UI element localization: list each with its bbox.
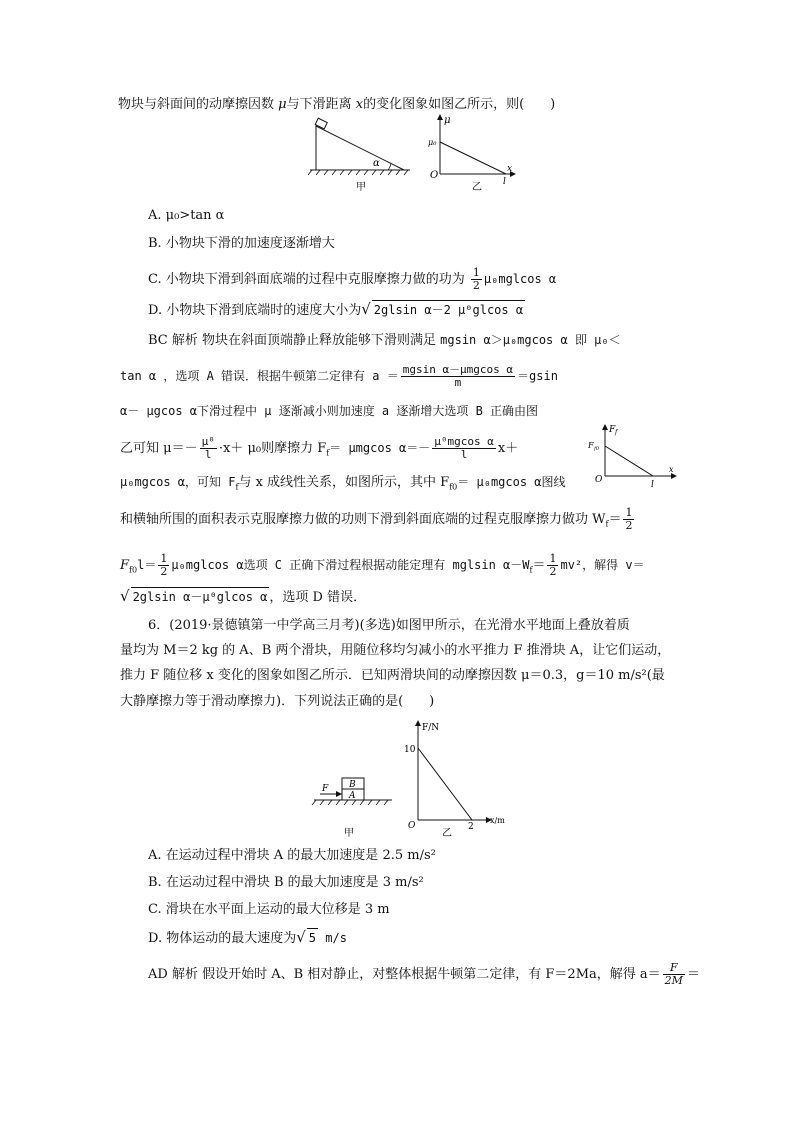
frac-f-2m: $\frac{F}{2M}$ — [664, 961, 683, 987]
blocks-diagram — [312, 778, 392, 839]
option-d: D. 小物块下滑到底端时的速度大小为√ 2glsin α－2 μ⁰glcos α — [148, 300, 524, 318]
frac-mu-l: $\frac{\text{μ⁰}}{l}$ — [201, 435, 215, 461]
figure-blocks-graph — [300, 716, 530, 840]
q6-line1: 6．(2019·景德镇第一中学高三月考)(多选)如图甲所示，在光滑水平地面上叠放着质 — [148, 618, 630, 633]
svg-text:F: F — [322, 784, 329, 794]
mu0-tick-label: μ₀ — [428, 138, 437, 147]
ff-x-label: x — [669, 465, 674, 474]
svg-text:O: O — [408, 821, 416, 831]
option-c: C. 小物块下滑到斜面底端的过程中克服摩擦力做的功为 $\frac{1}{2}$ μ₀mglcos α — [148, 266, 557, 292]
sol5-line7: $F_{f0}l=$ $\frac{1}{2}$ μ₀mglcos α选项 C 正确下滑过程根据动能定理有 mglsin $\alpha-W_f=$ $\frac{1}{2}$ mv²，解得 v＝ — [120, 552, 645, 578]
q6-option-d: D. 物体运动的最大速度为√ 5 m/s — [148, 928, 347, 946]
fig2-label-yi: 乙 — [442, 828, 452, 839]
q6-option-c: C. 滑块在水平面上运动的最大位移是 3 m — [148, 902, 390, 917]
intro-text-a: 物块与斜面间的动摩擦因数 — [118, 97, 279, 112]
fig2-label-jia: 甲 — [344, 828, 354, 839]
sqrt-radicand: 2glsin α－2 μ⁰glcos α — [372, 300, 525, 319]
ff-origin-label: O — [595, 475, 603, 485]
svg-text:f0: f0 — [594, 446, 600, 452]
fig1-label-jia: 甲 — [356, 182, 366, 193]
sol5-line4: 乙可知 μ＝－ $\frac{\text{μ⁰}}{l}$ ·x＋ μ₀则摩擦力 $F_f= \mu mgcos$ α＝－ $\frac{\text{μ⁰mgcos α}}{l}$ x＋ — [120, 435, 519, 461]
option-b: B. 小物块下滑的加速度逐渐增大 — [148, 236, 335, 251]
svg-text:A: A — [349, 791, 356, 801]
intro-text-b: 与下滑距离 — [286, 97, 356, 112]
angle-alpha-label: α — [373, 158, 380, 169]
ff-x-graph — [585, 420, 685, 492]
intro-text-c: 的变化图象如图乙所示，则( ) — [363, 97, 556, 112]
sol5-line2: tan α ，选项 A 错误．根据牛顿第二定律有 a ＝ $\frac{\text{mgsin α－μmgcos α}}{m}$ ＝gsin — [120, 363, 558, 389]
sol5-line1: BC 解析 物块在斜面顶端静止释放能够下滑则满足 mgsin α＞μ₀mgcos α 即 μ₀＜ — [148, 333, 621, 348]
fig1-label-yi: 乙 — [472, 182, 482, 193]
frac-half: $\frac{1}{2}$ — [472, 266, 480, 292]
incline-diagram — [308, 118, 410, 193]
axis-ff-label: F — [609, 425, 616, 435]
x-tick-2: 2 — [468, 822, 474, 832]
frac-accel: $\frac{\text{mgsin α－μmgcos α}}{m}$ — [402, 363, 514, 389]
frac-half-wf: $\frac{1}{2}$ — [625, 506, 633, 532]
l-tick-label: l — [503, 177, 506, 187]
frac-half-3: $\frac{1}{2}$ — [549, 552, 557, 578]
intro-mu: μ — [278, 97, 287, 112]
axis-xm-label: x/m — [490, 816, 505, 825]
mu-x-graph — [428, 114, 516, 193]
sol6-line1: AD 解析 假设开始时 A、B 相对静止，对整体根据牛顿第二定律，有 F＝2Ma，解得 a＝ $\frac{F}{2M}$ ＝ — [148, 961, 700, 987]
option-a: A. μ₀>tan α — [148, 208, 225, 223]
ff0-tick-label: F — [588, 441, 594, 450]
sol5-line3: α－ μgcos α下滑过程中 μ 逐渐减小则加速度 a 逐渐增大选项 B 正确由图 — [120, 404, 539, 418]
axis-mu-label: μ — [444, 115, 451, 126]
axis-fn-label: F/N — [422, 723, 440, 733]
ff-l-tick: l — [651, 480, 654, 490]
sol5-line6: 和横轴所围的面积表示克服摩擦力做的功则下滑到斜面底端的过程克服摩擦力做功 $W_f=$ $\frac{1}{2}$ — [120, 506, 633, 532]
f-x-graph — [404, 720, 505, 839]
intro-x: x — [355, 97, 364, 112]
frac-mumg-l: $\frac{\text{μ⁰mgcos α}}{l}$ — [434, 435, 494, 461]
sol5-line5: μ₀mgcos α，可知 $F_f$与 x 成线性关系，如图所示，其中 $F_{f0}= \mu_0mgcos$ α图线 — [120, 475, 566, 492]
q6-line4: 大静摩擦力等于滑动摩擦力)．下列说法正确的是( ) — [120, 694, 435, 709]
q6-line2: 量均为 M＝2 kg 的 A、B 两个滑块，用随位移均匀减小的水平推力 F 推滑块 A，让它们运动， — [120, 643, 671, 658]
q6-option-b: B. 在运动过程中滑块 B 的最大加速度是 3 m/s² — [148, 875, 424, 890]
origin-label: O — [430, 170, 439, 181]
svg-text:B: B — [349, 780, 356, 790]
svg-text:f: f — [615, 429, 618, 436]
frac-half-2: $\frac{1}{2}$ — [160, 552, 168, 578]
axis-x-label: x — [507, 164, 513, 174]
sol5-line8: √ 2glsin α－μ⁰glcos α ，选项 D 错误． — [120, 587, 367, 605]
q6-option-a: A. 在运动过程中滑块 A 的最大加速度是 2.5 m/s² — [148, 848, 436, 863]
block — [315, 118, 327, 129]
y-tick-10: 10 — [404, 745, 416, 755]
q6-line3: 推力 F 随位移 x 变化的图象如图乙所示．已知两滑块间的动摩擦因数 μ＝0.3，g＝10 m/s²(最 — [120, 668, 665, 683]
figure-incline-graph — [300, 112, 530, 194]
